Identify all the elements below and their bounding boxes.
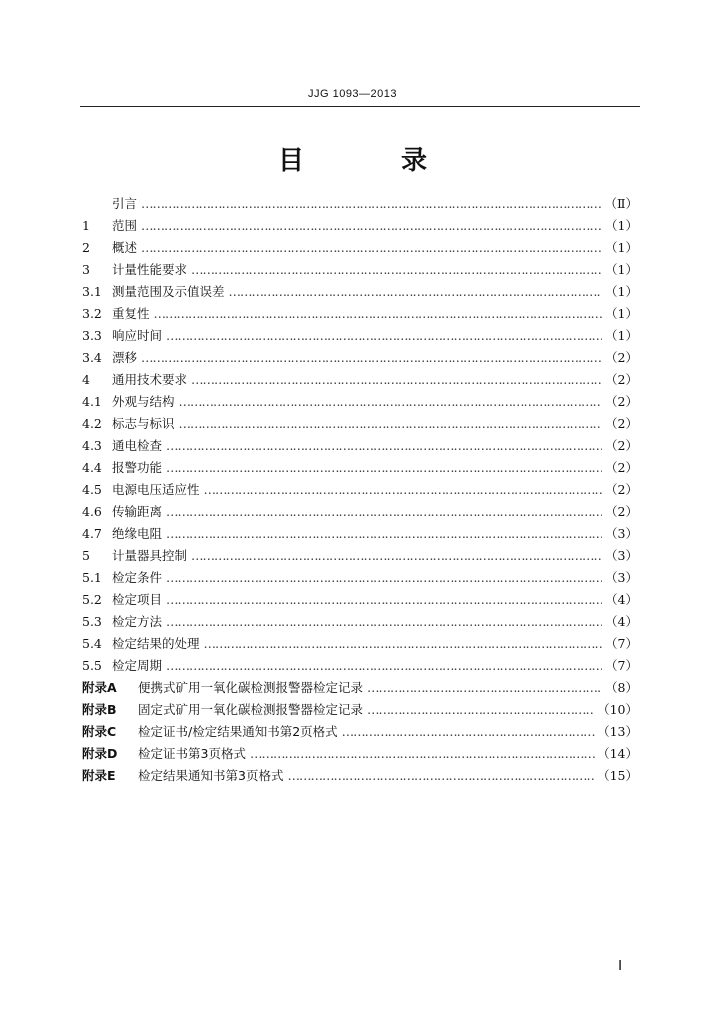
toc-entry-title: 检定项目 bbox=[112, 592, 163, 607]
toc-entry bbox=[82, 721, 638, 743]
toc-leader-dots bbox=[191, 369, 602, 391]
toc-entry bbox=[82, 457, 638, 479]
toc-entry bbox=[82, 765, 638, 787]
toc-entry-number: 4.6 bbox=[82, 504, 102, 519]
page-title: 目 录 bbox=[277, 146, 472, 176]
toc-entry-title: 概述 bbox=[112, 240, 138, 255]
toc-entry-number: 4.1 bbox=[82, 394, 102, 409]
toc-entry bbox=[82, 611, 638, 633]
toc-entry-page: （1） bbox=[605, 262, 638, 277]
toc-entry-page: （2） bbox=[605, 504, 638, 519]
toc-entry-page: （2） bbox=[605, 372, 638, 387]
toc-entry-page: （15） bbox=[597, 768, 638, 783]
toc-leader-dots bbox=[141, 237, 602, 259]
toc-leader-dots bbox=[367, 699, 595, 721]
toc-entry-page: （4） bbox=[605, 614, 638, 629]
toc-entry-title: 固定式矿用一氧化碳检测报警器检定记录 bbox=[138, 702, 364, 717]
toc-entry bbox=[82, 281, 638, 303]
toc-leader-dots bbox=[166, 655, 602, 677]
toc-entry-page: （2） bbox=[605, 416, 638, 431]
toc-leader-dots bbox=[166, 435, 602, 457]
toc-leader-dots bbox=[154, 303, 602, 325]
toc-entry bbox=[82, 699, 638, 721]
toc-leader-dots bbox=[166, 457, 602, 479]
toc-entry-page: （1） bbox=[605, 240, 638, 255]
toc-entry-number: 附录E bbox=[82, 768, 116, 783]
toc-entry-number: 5.2 bbox=[82, 592, 102, 607]
toc-entry-number: 附录B bbox=[82, 702, 117, 717]
toc-entry-number: 3 bbox=[82, 262, 90, 277]
toc-entry-number: 4.7 bbox=[82, 526, 102, 541]
toc-entry-number: 3.3 bbox=[82, 328, 102, 343]
toc-entry bbox=[82, 391, 638, 413]
toc-leader-dots bbox=[166, 325, 602, 347]
toc-entry-number: 5.4 bbox=[82, 636, 102, 651]
toc-leader-dots bbox=[287, 765, 595, 787]
toc-entry-title: 电源电压适应性 bbox=[112, 482, 200, 497]
toc-entry-number: 附录C bbox=[82, 724, 117, 739]
toc-entry-title: 传输距离 bbox=[112, 504, 163, 519]
toc-entry-page: （4） bbox=[605, 592, 638, 607]
toc-entry bbox=[82, 413, 638, 435]
toc-leader-dots bbox=[204, 479, 602, 501]
table-of-contents bbox=[82, 193, 638, 787]
toc-entry-number: 3.4 bbox=[82, 350, 102, 365]
toc-entry-number: 4 bbox=[82, 372, 90, 387]
toc-entry bbox=[82, 237, 638, 259]
toc-entry-number: 4.3 bbox=[82, 438, 102, 453]
toc-entry-page: （2） bbox=[605, 460, 638, 475]
toc-entry bbox=[82, 501, 638, 523]
toc-entry-page: （14） bbox=[597, 746, 638, 761]
toc-entry-page: （1） bbox=[605, 218, 638, 233]
toc-entry bbox=[82, 435, 638, 457]
toc-entry bbox=[82, 589, 638, 611]
toc-entry-number: 4.2 bbox=[82, 416, 102, 431]
toc-entry-page: （1） bbox=[605, 284, 638, 299]
toc-leader-dots bbox=[229, 281, 602, 303]
toc-entry-page: （3） bbox=[605, 526, 638, 541]
toc-leader-dots bbox=[179, 391, 602, 413]
toc-entry-page: （2） bbox=[605, 350, 638, 365]
toc-entry-number: 2 bbox=[82, 240, 90, 255]
toc-entry bbox=[82, 545, 638, 567]
toc-entry-title: 外观与结构 bbox=[112, 394, 175, 409]
toc-entry-title: 引言 bbox=[112, 196, 138, 211]
toc-entry bbox=[82, 479, 638, 501]
toc-leader-dots bbox=[141, 347, 602, 369]
toc-entry bbox=[82, 259, 638, 281]
toc-entry-title: 重复性 bbox=[112, 306, 150, 321]
toc-entry-page: （3） bbox=[605, 570, 638, 585]
toc-entry bbox=[82, 369, 638, 391]
toc-entry-number: 5.5 bbox=[82, 658, 102, 673]
toc-entry-page: （13） bbox=[597, 724, 638, 739]
toc-entry-title: 通用技术要求 bbox=[112, 372, 188, 387]
toc-entry-title: 响应时间 bbox=[112, 328, 163, 343]
toc-entry-page: （2） bbox=[605, 394, 638, 409]
standard-code-header: JJG 1093—2013 bbox=[307, 88, 398, 100]
toc-entry-title: 检定结果的处理 bbox=[112, 636, 200, 651]
toc-leader-dots bbox=[166, 611, 602, 633]
toc-entry-title: 测量范围及示值误差 bbox=[112, 284, 225, 299]
toc-leader-dots bbox=[191, 259, 602, 281]
toc-entry-title: 漂移 bbox=[112, 350, 138, 365]
toc-entry-title: 范围 bbox=[112, 218, 138, 233]
toc-entry bbox=[82, 633, 638, 655]
toc-entry-number: 附录A bbox=[82, 680, 117, 695]
toc-entry-title: 计量性能要求 bbox=[112, 262, 188, 277]
toc-entry-title: 绝缘电阻 bbox=[112, 526, 163, 541]
toc-leader-dots bbox=[191, 545, 602, 567]
toc-entry bbox=[82, 215, 638, 237]
toc-entry-number: 5 bbox=[82, 548, 90, 563]
toc-leader-dots bbox=[141, 193, 602, 215]
toc-leader-dots bbox=[166, 567, 602, 589]
toc-entry bbox=[82, 743, 638, 765]
toc-entry-page: （1） bbox=[605, 306, 638, 321]
toc-entry-number: 1 bbox=[82, 218, 90, 233]
toc-entry bbox=[82, 523, 638, 545]
page-number: Ⅰ bbox=[618, 959, 623, 974]
toc-entry-number: 5.1 bbox=[82, 570, 102, 585]
toc-entry-title: 检定证书第3页格式 bbox=[138, 746, 246, 761]
toc-entry-page: （Ⅱ） bbox=[604, 196, 638, 211]
toc-entry bbox=[82, 325, 638, 347]
toc-entry-title: 检定条件 bbox=[112, 570, 163, 585]
toc-entry bbox=[82, 303, 638, 325]
toc-entry-title: 检定周期 bbox=[112, 658, 163, 673]
toc-entry-title: 便携式矿用一氧化碳检测报警器检定记录 bbox=[138, 680, 364, 695]
toc-entry bbox=[82, 655, 638, 677]
toc-leader-dots bbox=[250, 743, 595, 765]
toc-entry-page: （7） bbox=[605, 636, 638, 651]
toc-entry-page: （2） bbox=[605, 482, 638, 497]
toc-entry-number: 4.5 bbox=[82, 482, 102, 497]
toc-entry bbox=[82, 567, 638, 589]
toc-entry-page: （7） bbox=[605, 658, 638, 673]
toc-entry-number: 4.4 bbox=[82, 460, 102, 475]
toc-entry-page: （8） bbox=[605, 680, 638, 695]
toc-entry-number: 附录D bbox=[82, 746, 118, 761]
toc-leader-dots bbox=[342, 721, 595, 743]
toc-entry-page: （2） bbox=[605, 438, 638, 453]
toc-entry bbox=[82, 193, 638, 215]
toc-entry-page: （10） bbox=[597, 702, 638, 717]
toc-entry-title: 检定结果通知书第3页格式 bbox=[138, 768, 284, 783]
header-rule bbox=[80, 106, 640, 107]
toc-entry-title: 计量器具控制 bbox=[112, 548, 188, 563]
toc-leader-dots bbox=[204, 633, 602, 655]
toc-entry-title: 报警功能 bbox=[112, 460, 163, 475]
toc-entry-number: 3.1 bbox=[82, 284, 102, 299]
toc-leader-dots bbox=[367, 677, 602, 699]
toc-entry-title: 标志与标识 bbox=[112, 416, 175, 431]
toc-entry-title: 检定方法 bbox=[112, 614, 163, 629]
toc-leader-dots bbox=[166, 589, 602, 611]
toc-leader-dots bbox=[141, 215, 602, 237]
toc-entry-page: （3） bbox=[605, 548, 638, 563]
toc-entry-page: （1） bbox=[605, 328, 638, 343]
toc-entry-title: 检定证书/检定结果通知书第2页格式 bbox=[138, 724, 338, 739]
toc-entry-number: 5.3 bbox=[82, 614, 102, 629]
toc-entry-title: 通电检查 bbox=[112, 438, 163, 453]
toc-leader-dots bbox=[166, 523, 602, 545]
toc-leader-dots bbox=[166, 501, 602, 523]
toc-leader-dots bbox=[179, 413, 602, 435]
toc-entry-number: 3.2 bbox=[82, 306, 102, 321]
toc-entry bbox=[82, 677, 638, 699]
toc-entry bbox=[82, 347, 638, 369]
